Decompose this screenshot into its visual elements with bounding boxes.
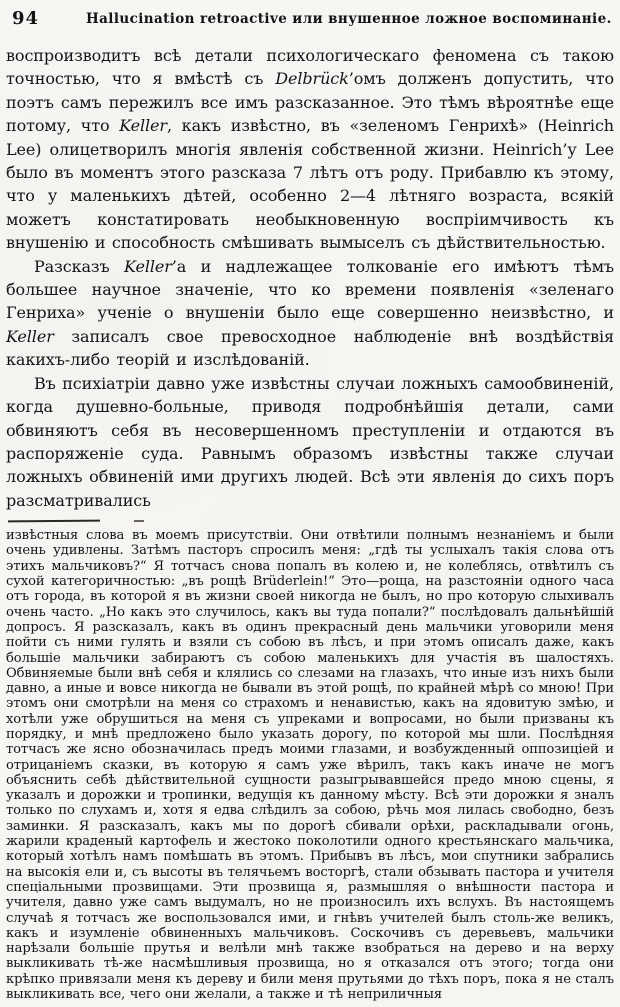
text-segment: Разсказъ xyxy=(34,256,125,276)
italic-text-segment: Delbrück xyxy=(275,69,349,89)
text-segment: записалъ свое превосходное наблюденіе внѣ воздѣйствія какихъ-либо теорій и изслѣдованій. xyxy=(6,326,614,370)
footnote-rule xyxy=(8,520,100,523)
text-segment: Въ психіатріи давно уже извѣстны случаи ложныхъ самообвиненій, когда душевно-больные, приводя подробнѣйшія детали, сами обвиняютъ себя въ несовершенномъ преступленіи и отдаются въ распоряженіе суда. Равнымъ образомъ извѣстны также случаи ложныхъ обвиненій ими другихъ людей. Всѣ эти явленія до сихъ поръ разсматривались xyxy=(6,373,614,510)
text-segment: ’омъ долженъ допустить, что поэтъ самъ пережилъ все имъ разсказанное. Это тѣмъ вѣроятнѣе еще потому, что xyxy=(6,69,614,136)
footnote-separator xyxy=(6,519,614,522)
running-head: Hallucination retroactive или внушенное ложное воспоминаніе. xyxy=(86,11,612,27)
text-segment: ’а и надлежащее толкованіе его имѣютъ тѣмъ большее научное значеніе, что ко времени появленія «зеленаго Генриха» ученіе о внушеніи было еще совершенно неизвѣстно, и xyxy=(6,256,614,323)
main-text-block xyxy=(6,44,614,512)
footnote-block xyxy=(6,528,614,1002)
paragraph xyxy=(6,372,614,512)
italic-text-segment: Keller xyxy=(119,116,167,136)
page-header xyxy=(6,8,614,32)
text-segment: извѣстныя слова въ моемъ присутствіи. Они отвѣтили полнымъ незнаніемъ и были очень удивлены. Затѣмъ пасторъ спросилъ меня: „гдѣ ты услыхалъ такія слова отъ этихъ мальчиковъ?“ Я тотчасъ снова попалъ въ колею и, не колеблясь, отвѣтилъ съ сухой категоричностью: „въ рощѣ Brüderlein!“ Это—роща, на разстояніи одного часа отъ города, въ которой я въ жизни своей никогда не былъ, но про которую слыхивалъ очень часто. „Но какъ это случилось, какъ вы туда попали?“ послѣдовалъ дальнѣйшій допросъ. Я разсказалъ, какъ въ одинъ прекрасный день мальчики уговорили меня пойти съ ними гулять и взяли съ собою въ лѣсъ, и при этомъ описалъ даже, какъ большіе мальчики забираютъ съ собою маленькихъ для участія въ шалостяхъ. Обвиняемые были внѣ себя и клялись со слезами на глазахъ, что иные изъ нихъ были давно, а иные и вовсе никогда не бывали въ этой рощѣ, по крайней мѣрѣ со мною! При этомъ они смотрѣли на меня со страхомъ и ненавистью, какъ на ядовитую змѣю, и хотѣли уже обрушиться на меня съ упреками и вопросами, но были призваны къ порядку, и мнѣ предложено было указать дорогу, по которой мы шли. Послѣдняя тотчасъ же ясно обозначилась предъ моими глазами, и возбужденный оппозиціей и отрицаніемъ сказки, въ которую я самъ уже вѣрилъ, такъ какъ иначе не могъ объяснить себѣ дѣйствительной сущности разыгрывавшейся предо мною сцены, я указалъ и дорожки и тропинки, ведущія къ данному мѣсту. Всѣ эти дорожки я зналъ только по слухамъ и, хотя я едва слѣдилъ за собою, рѣчь моя лилась свободно, безъ заминки. Я разсказалъ, какъ мы по дорогѣ сбивали орѣхи, раскладывали огонь, жарили краденый картофель и жестоко поколотили одного крестьянскаго мальчика, который хотѣлъ намъ помѣшать въ этомъ. Прибывъ въ лѣсъ, мои спутники забрались на высокія ели и, съ высоты въ телячьемъ восторгѣ, стали обзывать пастора и учителя спеціальными прозвищами. Эти прозвища я, размышляя о внѣшности пастора и учителя, давно уже самъ выдумалъ, но не произносилъ ихъ вслухъ. Въ настоящемъ случаѣ я тотчасъ же воспользовался ими, и гнѣвъ учителей былъ столь-же великъ, какъ и изумленіе обвиненныхъ мальчиковъ. Соскочивъ съ деревьевъ, мальчики нарѣзали большіе прутья и велѣли мнѣ также взобраться на дерево и на верху выкликивать тѣ-же насмѣшливыя прозвища, но я отказался отъ этого; тогда они крѣпко привязали меня къ дереву и били меня прутьями до тѣхъ поръ, пока я не сталъ выкликивать все, чего они желали, а также и тѣ неприличныя xyxy=(6,528,614,1003)
paragraph xyxy=(6,255,614,372)
scan-speck xyxy=(134,520,144,522)
italic-text-segment: Keller xyxy=(124,256,172,276)
paragraph xyxy=(6,528,614,1002)
paragraph xyxy=(6,44,614,255)
page-number: 94 xyxy=(12,8,40,29)
text-segment: воспроизводитъ всѣ детали психологическаго феномена съ такою точностью, что я вмѣстѣ съ xyxy=(6,46,614,89)
text-segment: , какъ извѣстно, въ «зеленомъ Генрихѣ» (Heinrich Lee) олицетворилъ многія явленія собственной жизни. Heinrich’у Lee было въ моментъ этого разсказа 7 лѣтъ отъ роду. Прибавлю къ этому, что у маленькихъ дѣтей, особенно 2—4 лѣтняго возраста, всякій можетъ констатировать необыкновенную воспріимчивость къ внушенію и способность смѣшивать вымыселъ съ дѣйствительностью. xyxy=(6,116,615,253)
italic-text-segment: Keller xyxy=(6,326,54,346)
